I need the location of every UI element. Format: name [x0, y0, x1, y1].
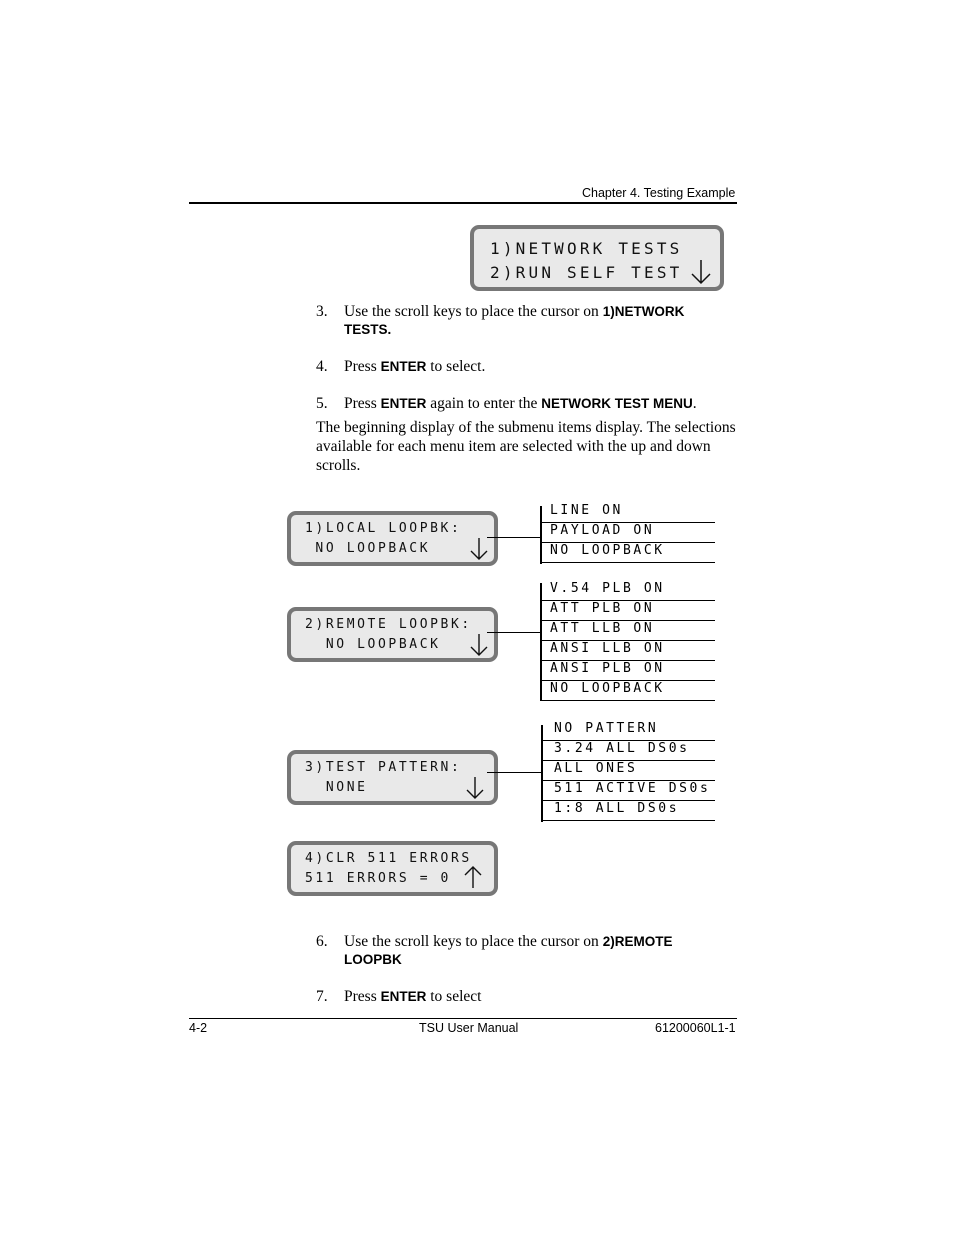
step-3 [316, 303, 736, 341]
step-text-end: . [692, 395, 697, 412]
description-paragraph: The beginning display of the submenu items display. The selections available for each menu item are selected with the up and down scrolls. [316, 419, 736, 474]
lcd-line-1: 1)NETWORK TESTS [490, 239, 683, 258]
option-att-llb-on: ATT LLB ON [542, 621, 715, 641]
page-number: 4-2 [189, 1021, 208, 1035]
step-5 [316, 395, 736, 415]
step-keyword: ENTER [380, 396, 427, 411]
step-keyword: 1)NETWORK TESTS. [344, 304, 685, 337]
up-arrow-icon [463, 865, 483, 889]
lcd-local-loopback [287, 511, 498, 566]
option-payload-on: PAYLOAD ON [542, 523, 715, 543]
lcd-line-2: 2)RUN SELF TEST [490, 263, 683, 282]
step-number: 3. [316, 303, 328, 320]
lcd-line-1: 4)CLR 511 ERRORS [305, 851, 472, 866]
option-ansi-plb-on: ANSI PLB ON [542, 661, 715, 681]
step-number: 7. [316, 988, 328, 1005]
option-no-loopback: NO LOOPBACK [542, 543, 715, 563]
lcd-network-menu [470, 225, 724, 291]
step-number: 5. [316, 395, 328, 412]
step-text-mid: again to enter the [426, 395, 542, 412]
step-text: Press [344, 358, 381, 375]
lcd-line-1: 1)LOCAL LOOPBK: [305, 521, 462, 536]
option-ansi-llb-on: ANSI LLB ON [542, 641, 715, 661]
step-keyword: 2)REMOTE LOOPBK [344, 934, 673, 967]
step-text-end: to select [426, 988, 482, 1005]
step-keyword: ENTER [380, 359, 427, 374]
down-arrow-icon [469, 633, 489, 657]
step-7 [316, 988, 736, 1008]
lcd-clr-511-errors [287, 841, 498, 896]
down-arrow-icon [465, 776, 485, 800]
option-511-active-ds0s: 511 ACTIVE DS0s [543, 781, 715, 801]
connector-line [487, 772, 542, 773]
down-arrow-icon [469, 537, 489, 561]
option-att-plb-on: ATT PLB ON [542, 601, 715, 621]
option-3-24-all-ds0s: 3.24 ALL DS0s [543, 741, 715, 761]
option-v54-plb-on: V.54 PLB ON [542, 581, 715, 601]
lcd-test-pattern [287, 750, 498, 805]
connector-line [487, 632, 542, 633]
lcd-line-1: 3)TEST PATTERN: [305, 760, 462, 775]
step-text: Use the scroll keys to place the cursor on [344, 933, 603, 950]
step-text-end: to select. [426, 358, 486, 375]
connector-line [487, 537, 542, 538]
option-line-on: LINE ON [542, 503, 715, 523]
document-number: 61200060L1-1 [655, 1021, 736, 1035]
option-1-8-all-ds0s: 1:8 ALL DS0s [543, 801, 715, 821]
down-arrow-icon [690, 259, 712, 285]
manual-title: TSU User Manual [419, 1021, 519, 1035]
step-6 [316, 933, 736, 971]
step-4 [316, 358, 736, 378]
chapter-header: Chapter 4. Testing Example [582, 186, 736, 200]
option-no-loopback: NO LOOPBACK [542, 681, 715, 701]
lcd-line-2: NONE [305, 780, 368, 795]
step-keyword-2: NETWORK TEST MENU [541, 396, 693, 411]
step-text: Use the scroll keys to place the cursor on [344, 303, 603, 320]
step-keyword: ENTER [380, 989, 427, 1004]
footer-rule [189, 1018, 737, 1019]
step-number: 6. [316, 933, 328, 950]
lcd-line-1: 2)REMOTE LOOPBK: [305, 617, 472, 632]
header-rule [189, 202, 737, 204]
option-all-ones: ALL ONES [543, 761, 715, 781]
lcd-line-2: NO LOOPBACK [305, 541, 431, 556]
step-text: Press [344, 395, 381, 412]
lcd-line-2: 511 ERRORS = 0 [305, 871, 451, 886]
step-number: 4. [316, 358, 328, 375]
step-text: Press [344, 988, 381, 1005]
option-no-pattern: NO PATTERN [543, 721, 715, 741]
lcd-line-2: NO LOOPBACK [305, 637, 441, 652]
lcd-remote-loopback [287, 607, 498, 662]
